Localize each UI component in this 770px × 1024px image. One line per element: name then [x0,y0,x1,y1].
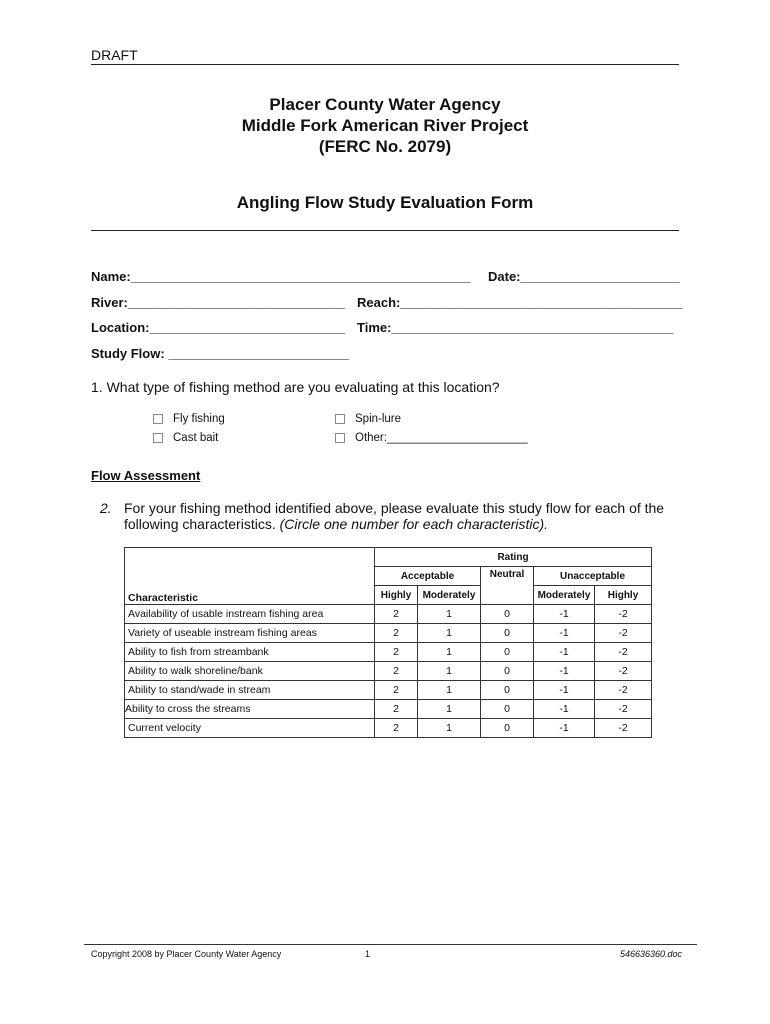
rating-cell[interactable]: 0 [481,700,534,719]
table-row [125,681,652,700]
characteristic-label: Ability to fish from streambank [125,643,375,662]
title-divider [91,230,679,231]
option-label: Fly fishing [173,413,225,425]
rating-cell[interactable]: -2 [595,605,652,624]
unacceptable-header: Unacceptable [534,567,652,586]
rating-cell[interactable]: 0 [481,605,534,624]
characteristic-label: Availability of usable instream fishing area [125,605,375,624]
rating-cell[interactable]: 2 [375,624,418,643]
rating-cell[interactable]: 1 [418,681,481,700]
table-row [125,662,652,681]
question-2-instruction: (Circle one number for each characteristic). [279,516,549,532]
question-1: 1. What type of fishing method are you evaluating at this location? [91,379,500,395]
rating-cell[interactable]: 0 [481,643,534,662]
rating-table [124,547,652,738]
moderately-header: Moderately [534,586,595,605]
rating-cell[interactable]: -1 [534,643,595,662]
question-2-text: For your fishing method identified above, please evaluate this study flow for each of the following characteristics. [124,500,665,532]
rating-cell[interactable]: -1 [534,719,595,738]
form-title: Angling Flow Study Evaluation Form [236,193,534,212]
characteristic-label: Ability to cross the streams [125,700,375,719]
rating-cell[interactable]: -2 [595,719,652,738]
table-row [125,643,652,662]
rating-cell[interactable]: 0 [481,662,534,681]
rating-cell[interactable]: -2 [595,624,652,643]
rating-cell[interactable]: -1 [534,700,595,719]
moderately-header: Moderately [418,586,481,605]
date-field[interactable]: Date:______________________ [488,269,680,284]
highly-header: Highly [595,586,652,605]
characteristic-label: Ability to stand/wade in stream [125,681,375,700]
rating-cell[interactable]: 0 [481,624,534,643]
footer-filename: 546636360.doc [620,949,683,959]
checkbox-icon[interactable] [153,433,163,443]
title-line-3: (FERC No. 2079) [318,137,452,156]
characteristic-header: Characteristic [125,548,375,605]
rating-cell[interactable]: 1 [418,643,481,662]
characteristic-label: Ability to walk shoreline/bank [125,662,375,681]
title-line-1: Placer County Water Agency [269,95,501,114]
table-header-row [125,548,652,567]
checkbox-icon[interactable] [335,433,345,443]
rating-cell[interactable]: -1 [534,662,595,681]
rating-cell[interactable]: 2 [375,700,418,719]
location-field[interactable]: Location:___________________________ [91,320,345,335]
option-label: Cast bait [173,432,219,444]
rating-cell[interactable]: 2 [375,681,418,700]
checkbox-icon[interactable] [335,414,345,424]
draft-label: DRAFT [91,47,138,63]
flow-assessment-heading: Flow Assessment [91,468,201,483]
option-cast-bait[interactable] [153,432,218,444]
table-row [125,624,652,643]
rating-cell[interactable]: 2 [375,719,418,738]
rating-cell[interactable]: 2 [375,662,418,681]
footer-divider [84,944,697,945]
rating-cell[interactable]: 0 [481,719,534,738]
footer-copyright: Copyright 2008 by Placer County Water Agency [91,949,282,959]
characteristic-label: Current velocity [125,719,375,738]
rating-cell[interactable]: -1 [534,681,595,700]
rating-header: Rating [375,548,652,567]
header-divider [91,64,679,65]
acceptable-header: Acceptable [375,567,481,586]
neutral-header: Neutral [481,567,534,605]
option-fly-fishing[interactable] [153,413,225,425]
rating-cell[interactable]: -1 [534,624,595,643]
name-field[interactable]: Name:_______________________________________________ [91,269,471,284]
option-other[interactable] [335,432,528,444]
rating-cell[interactable]: -2 [595,700,652,719]
rating-cell[interactable]: 2 [375,643,418,662]
rating-cell[interactable]: -2 [595,662,652,681]
title-line-2: Middle Fork American River Project [241,116,529,135]
rating-cell[interactable]: 1 [418,605,481,624]
table-row [125,605,652,624]
option-label: Other:______________________ [355,432,528,444]
table-row [125,700,652,719]
time-field[interactable]: Time:_______________________________________ [357,320,674,335]
rating-cell[interactable]: 1 [418,662,481,681]
rating-cell[interactable]: 1 [418,700,481,719]
highly-header: Highly [375,586,418,605]
rating-cell[interactable]: -1 [534,605,595,624]
option-label: Spin-lure [355,413,402,425]
footer-page-number: 1 [365,949,371,959]
rating-cell[interactable]: 1 [418,624,481,643]
question-2 [124,500,684,532]
document-title-block [91,94,679,157]
reach-field[interactable]: Reach:_______________________________________ [357,295,683,310]
rating-cell[interactable]: -2 [595,681,652,700]
rating-cell[interactable]: -2 [595,643,652,662]
rating-cell[interactable]: 0 [481,681,534,700]
study-flow-field[interactable]: Study Flow: _________________________ [91,346,350,361]
rating-cell[interactable]: 1 [418,719,481,738]
characteristic-label: Variety of useable instream fishing areas [125,624,375,643]
river-field[interactable]: River:______________________________ [91,295,345,310]
question-2-number: 2. [100,500,112,516]
rating-cell[interactable]: 2 [375,605,418,624]
option-spin-lure[interactable] [335,413,401,425]
table-row [125,719,652,738]
checkbox-icon[interactable] [153,414,163,424]
